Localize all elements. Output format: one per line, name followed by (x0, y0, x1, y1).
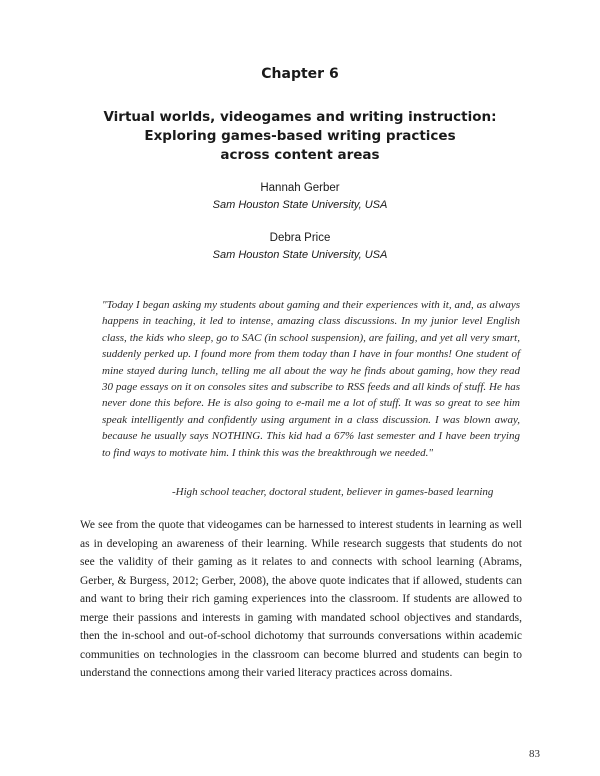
chapter-title-line-1: Virtual worlds, videogames and writing instruction: (103, 109, 497, 125)
epigraph-attribution: -High school teacher, doctoral student, believer in games-based learning (172, 486, 494, 498)
epigraph-quote: "Today I began asking my students about gaming and their experiences with it, and, as always happens in teaching, it led to intense, amazing class discussions. In my junior level English class, the kids who sleep, go to SAC (in school suspension), are failing, and yet all very smart, suddenly perked up. I found more from them today than I have in four months! One student of mine stayed during lunch, telling me all about the way he finds about gaming, how they read 30 page essays on it on consoles sites and subscribe to RSS feeds and all kinds of stuff. He has never done this before. He is also going to e-mail me a lot of stuff. It was so great to see him speak intelligently and confidently using argument in a class discussion. I was blown away, because he usually says NOTHING. This kid had a 67% last semester and I have been trying to find ways to motivate him. I think this was the breakthrough we needed." (102, 299, 520, 459)
chapter-title-line-2: Exploring games-based writing practices (144, 128, 456, 144)
author-name: Debra Price (269, 232, 331, 244)
author-affiliation: Sam Houston State University, USA (212, 249, 388, 261)
chapter-title (60, 108, 540, 165)
page-number: 83 (529, 748, 540, 760)
body-paragraph: We see from the quote that videogames can be harnessed to interest students in learning as well as in developing an awareness of their learning. While research suggests that students do not see the validity of their gaming as it relates to and connects with school learning (Abrams, Gerber, & Burgess, 2012; Gerber, 2008), the above quote indicates that if allowed, students can and want to bring their rich gaming experiences into the classroom. If students are allowed to merge their passions and interests in gaming with mandated school objectives and standards, then the in-school and out-of-school dichotomy that surrounds conversations within academic communities on technologies in the classroom can become blurred and students can begin to understand the connections among their varied literacy practices across domains. (80, 519, 522, 679)
author-name: Hannah Gerber (260, 182, 340, 194)
chapter-title-line-3: across content areas (220, 147, 380, 163)
chapter-label: Chapter 6 (261, 66, 339, 82)
author-2 (0, 230, 600, 264)
author-1 (0, 180, 600, 214)
author-affiliation: Sam Houston State University, USA (212, 199, 388, 211)
